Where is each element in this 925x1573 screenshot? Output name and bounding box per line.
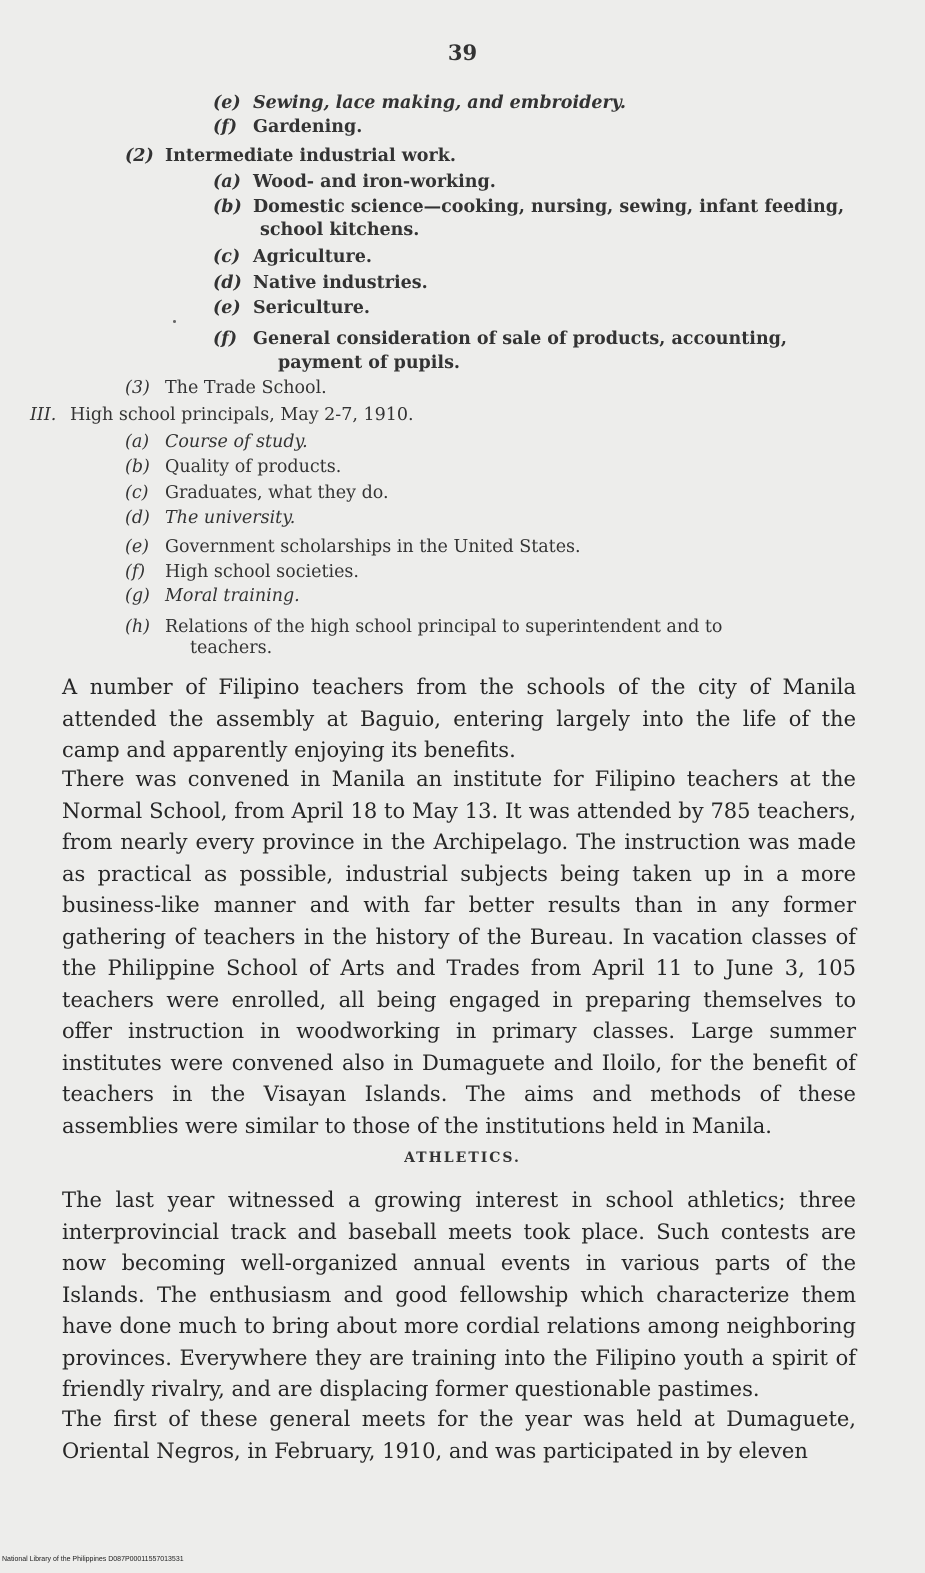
- outline-item-marker: III.: [30, 405, 57, 425]
- outline-item: [190, 637, 272, 659]
- outline-item: [213, 196, 844, 218]
- outline-item-marker: (c): [125, 483, 149, 503]
- outline-item: [125, 561, 359, 583]
- outline-item: [213, 297, 370, 319]
- outline-item-text: Relations of the high school principal to superintendent and to: [165, 617, 723, 637]
- outline-item-marker: (c): [213, 247, 241, 267]
- outline-item-text: The Trade School.: [165, 378, 327, 398]
- outline-item-marker: (f): [213, 117, 238, 137]
- outline-item-marker: (d): [125, 508, 150, 528]
- outline-item-marker: (a): [125, 432, 150, 452]
- outline-item: [260, 219, 419, 241]
- outline-item-marker: (e): [213, 298, 241, 318]
- paragraph-athletics: [62, 1185, 856, 1406]
- outline-item-marker: (a): [213, 172, 241, 192]
- outline-item: [213, 328, 787, 350]
- outline-item-text: Domestic science—cooking, nursing, sewing, infant feeding,: [253, 197, 845, 217]
- outline-item-text: Moral training.: [165, 586, 300, 606]
- outline-item-text: payment of pupils.: [278, 353, 461, 373]
- section-heading: ATHLETICS.: [404, 1150, 521, 1166]
- outline-item-text: High school principals, May 2-7, 1910.: [70, 405, 414, 425]
- outline-item-marker: (f): [125, 562, 146, 582]
- page-number: 39: [447, 40, 478, 65]
- paragraph-manila-teachers: [62, 672, 856, 767]
- outline-item-marker: (f): [213, 329, 238, 349]
- outline-item-text: Quality of products.: [165, 457, 342, 477]
- ink-speck: [173, 320, 176, 323]
- outline-item-marker: (b): [125, 457, 150, 477]
- outline-item-text: The university.: [165, 508, 296, 528]
- outline-item-marker: (b): [213, 197, 242, 217]
- outline-item: [213, 171, 496, 193]
- outline-item-marker: (e): [213, 93, 241, 113]
- outline-item-text: High school societies.: [165, 562, 359, 582]
- outline-item: [213, 92, 626, 114]
- outline-item: [125, 431, 308, 453]
- outline-item: [125, 616, 722, 638]
- outline-item-marker: (d): [213, 273, 242, 293]
- outline-item-text: Government scholarships in the United States.: [165, 537, 581, 557]
- outline-item-text: General consideration of sale of products, accounting,: [253, 329, 788, 349]
- outline-item-text: Gardening.: [253, 117, 363, 137]
- outline-item: [125, 377, 327, 399]
- outline-item-text: Native industries.: [253, 273, 428, 293]
- outline-item: [125, 507, 295, 529]
- paragraph-text: There was convened in Manila an institute for Filipino teachers at the Normal School, from April 18 to May 13. It was attended by 785 teachers, from nearly every province in the Archipelago. The instruction was made as practical as possible, industrial subjects being taken up in a more business-like manner and with far better results than in any former gathering of teachers in the history of the Bureau. In vacation classes of the Philippine School of Arts and Trades from April 11 to June 3, 105 teachers were enrolled, all being engaged in preparing themselves to offer instruction in woodworking in primary classes. Large summer institutes were convened also in Dumaguete and Iloilo, for the benefit of teachers in the Visayan Islands. The aims and methods of these assemblies were similar to those of the institutions held in Manila.: [62, 767, 856, 1138]
- paragraph-dumaguete-meet: [62, 1404, 856, 1467]
- outline-item-text: school kitchens.: [260, 220, 420, 240]
- outline-item-text: Sewing, lace making, and embroidery.: [253, 93, 626, 113]
- paragraph-text: The first of these general meets for the year was held at Dumaguete, Oriental Negros, in February, 1910, and was participated in by eleven: [62, 1407, 856, 1463]
- paragraph-text: A number of Filipino teachers from the schools of the city of Manila attended the assembly at Baguio, entering largely into the life of the camp and apparently enjoying its benefits.: [62, 675, 856, 762]
- outline-item: [278, 352, 460, 374]
- library-footer: National Library of the Philippines D087P00011557013531: [2, 1556, 184, 1563]
- outline-item-text: Agriculture.: [253, 247, 372, 267]
- outline-item: [213, 116, 362, 138]
- outline-item: [125, 536, 581, 558]
- outline-item: [125, 482, 389, 504]
- outline-item: [125, 456, 341, 478]
- outline-item: [213, 246, 372, 268]
- outline-item-marker: (2): [125, 146, 154, 166]
- paragraph-normal-school-institute: [62, 764, 856, 1142]
- outline-item-text: Graduates, what they do.: [165, 483, 389, 503]
- paragraph-text: The last year witnessed a growing interest in school athletics; three interprovincial track and baseball meets took place. Such contests are now becoming well-organized annual events in various parts of the Islands. The enthusiasm and good fellowship which characterize them have done much to bring about more cordial relations among neighboring provinces. Everywhere they are training into the Filipino youth a spirit of friendly rivalry, and are displacing former questionable pastimes.: [62, 1188, 856, 1401]
- outline-item-text: Intermediate industrial work.: [165, 146, 456, 166]
- outline-item: [125, 145, 456, 167]
- outline-item-text: Sericulture.: [253, 298, 370, 318]
- outline-item-marker: (h): [125, 617, 150, 637]
- outline-item-text: Wood- and iron-working.: [253, 172, 496, 192]
- outline-item-marker: (g): [125, 586, 150, 606]
- outline-item-marker: (e): [125, 537, 150, 557]
- outline-item-text: teachers.: [190, 638, 273, 658]
- outline-item: [30, 404, 414, 426]
- outline-item-text: Course of study.: [165, 432, 308, 452]
- outline-item: [213, 272, 428, 294]
- outline-item: [125, 585, 300, 607]
- outline-item-marker: (3): [125, 378, 150, 398]
